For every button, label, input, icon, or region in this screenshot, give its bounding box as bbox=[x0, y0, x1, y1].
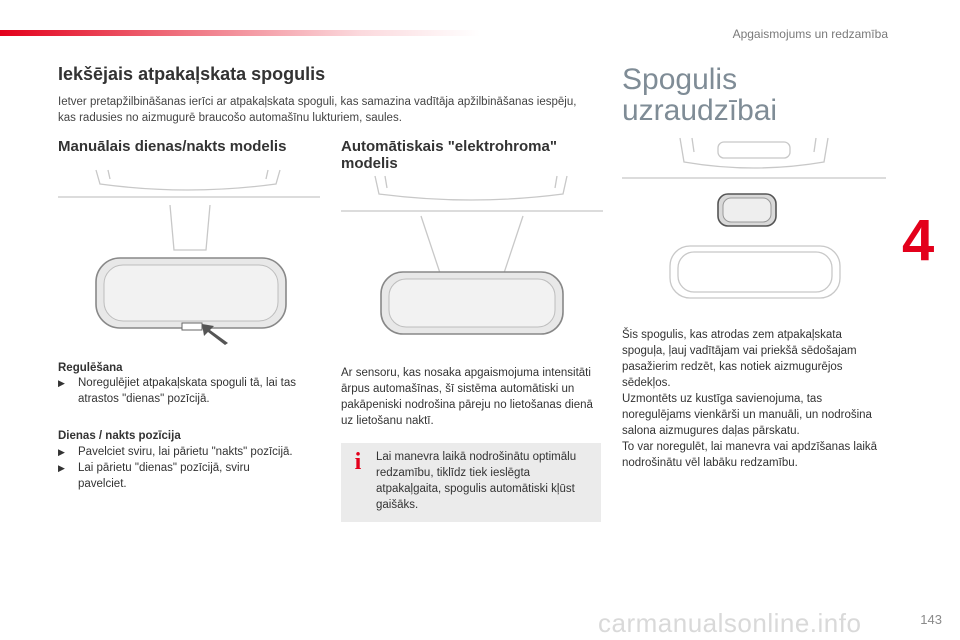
adjust-step-1: Noregulējiet atpakaļskata spoguli tā, lai tas atrastos "dienas" pozīcijā. bbox=[78, 377, 296, 405]
daynight-step-2: Lai pārietu "dienas" pozīcijā, sviru pavelciet. bbox=[78, 462, 250, 490]
watermark: carmanualsonline.info bbox=[598, 608, 862, 638]
page-title: Iekšējais atpakaļskata spogulis bbox=[58, 64, 326, 84]
auto-section-title: Automātiskais "elektrohroma" modelis bbox=[341, 138, 557, 172]
page-number: 143 bbox=[920, 612, 942, 627]
monitoring-mirror-illustration bbox=[622, 138, 886, 313]
daynight-step-1: Pavelciet sviru, lai pārietu "nakts" pozīcijā. bbox=[78, 446, 293, 458]
info-text: Lai manevra laikā nodrošinātu optimālu redzamību, tiklīdz tiek ieslēgta atpakaļgaita, spogulis automātiski kļūst gaišāks. bbox=[376, 451, 577, 511]
side-title-line1: Spogulis bbox=[622, 63, 738, 96]
bullet-arrow-icon: ▶ bbox=[58, 463, 65, 473]
auto-description: Ar sensoru, kas nosaka apgaismojuma intensitāti ārpus automašīnas, šī sistēma automātiski un pakāpeniski nodrošina pāreju no lietošanas dienā uz lietošanu naktī. bbox=[341, 367, 593, 427]
side-description: Šis spogulis, kas atrodas zem atpakaļskata spoguļa, ļauj vadītājam vai priekšā sēdošajam pasažierim redzēt, kas notiek aizmugurējos sēdekļos. Uzmontēts uz kustīga savienojuma, tas noregulējams vienkārši un manuāli, un nodrošina salona aizmugures daļas pārskatu. To var noregulēt, lai manevra vai apdzīšanas laikā nodrošinātu vēl labāku redzamību. bbox=[622, 329, 878, 469]
side-title bbox=[622, 64, 822, 126]
top-accent-bar bbox=[0, 30, 480, 36]
adjust-label: Regulēšana bbox=[58, 362, 123, 374]
manual-section-title: Manuālais dienas/nakts modelis bbox=[58, 138, 287, 155]
daynight-label: Dienas / nakts pozīcija bbox=[58, 430, 181, 442]
bullet-arrow-icon: ▶ bbox=[58, 447, 65, 457]
manual-mirror-illustration bbox=[58, 170, 320, 345]
bullet-arrow-icon: ▶ bbox=[58, 378, 65, 388]
list-item bbox=[58, 460, 288, 492]
side-title-line2: uzraudzībai bbox=[622, 94, 778, 127]
chapter-number: 4 bbox=[902, 208, 935, 273]
arrow-pointer-icon bbox=[200, 322, 230, 346]
info-icon: i bbox=[354, 449, 362, 475]
section-header: Apgaismojums un redzamība bbox=[732, 27, 888, 41]
list-item bbox=[58, 444, 328, 460]
intro-text: Ietver pretapžilbināšanas ierīci ar atpakaļskata spoguli, kas samazina vadītāja apžilbināšanas iespēju, kas radusies no aizmugurē braucošo automašīnu lukturiem, saules. bbox=[58, 96, 577, 124]
auto-mirror-illustration bbox=[341, 176, 603, 341]
list-item bbox=[58, 375, 328, 407]
